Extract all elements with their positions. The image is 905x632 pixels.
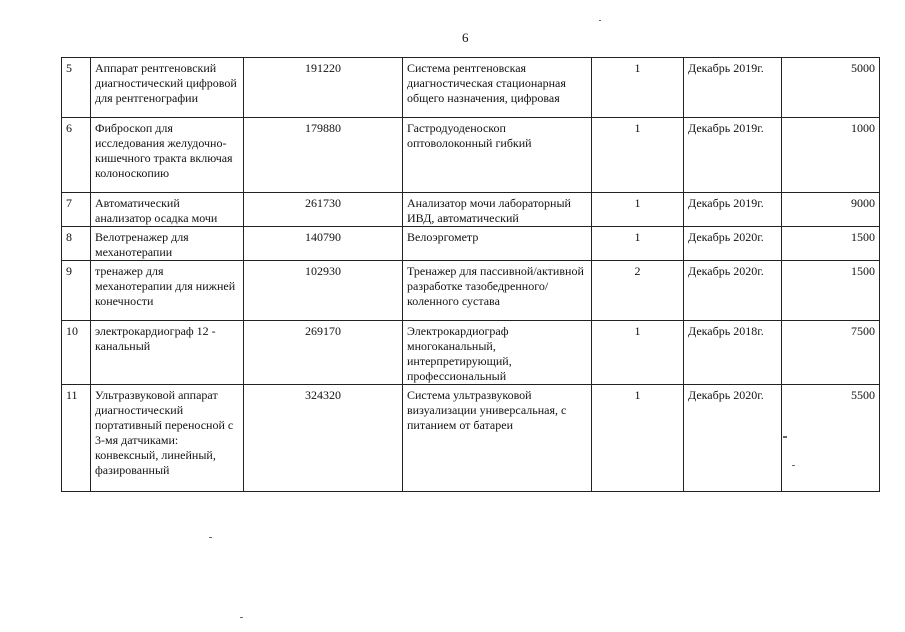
scan-speck xyxy=(792,465,795,466)
table-row xyxy=(62,58,880,118)
scan-speck xyxy=(599,20,601,21)
table-row xyxy=(62,227,880,261)
equipment-quantity: 1 xyxy=(592,385,684,492)
equipment-description: Анализатор мочи лабораторный ИВД, автоматический xyxy=(403,193,592,227)
equipment-description: Система ультразвуковой визуализации универсальная, с питанием от батареи xyxy=(403,385,592,492)
equipment-code: 191220 xyxy=(244,58,403,118)
equipment-code: 324320 xyxy=(244,385,403,492)
table-row xyxy=(62,261,880,321)
table-row xyxy=(62,321,880,385)
row-number: 7 xyxy=(62,193,91,227)
equipment-price: 9000 xyxy=(782,193,880,227)
equipment-name: тренажер для механотерапии для нижней конечности xyxy=(91,261,244,321)
equipment-price: 7500 xyxy=(782,321,880,385)
row-number: 6 xyxy=(62,118,91,193)
delivery-date: Декабрь 2019г. xyxy=(684,193,782,227)
equipment-description: Велоэргометр xyxy=(403,227,592,261)
table-row xyxy=(62,193,880,227)
equipment-quantity: 1 xyxy=(592,321,684,385)
equipment-quantity: 1 xyxy=(592,58,684,118)
equipment-quantity: 1 xyxy=(592,193,684,227)
scan-speck xyxy=(209,537,212,538)
delivery-date: Декабрь 2019г. xyxy=(684,118,782,193)
equipment-description: Электрокардиограф многоканальный, интерпретирующий, профессиональный xyxy=(403,321,592,385)
page-number: 6 xyxy=(462,30,469,45)
equipment-name: Фиброскоп для исследования желудочно-кишечного тракта включая колоноскопию xyxy=(91,118,244,193)
equipment-name: Велотренажер для механотерапии xyxy=(91,227,244,261)
equipment-quantity: 1 xyxy=(592,227,684,261)
equipment-name: Автоматический анализатор осадка мочи xyxy=(91,193,244,227)
equipment-price: 5000 xyxy=(782,58,880,118)
delivery-date: Декабрь 2019г. xyxy=(684,58,782,118)
equipment-price: 5500 xyxy=(782,385,880,492)
equipment-code: 261730 xyxy=(244,193,403,227)
row-number: 5 xyxy=(62,58,91,118)
scan-speck xyxy=(240,617,243,618)
delivery-date: Декабрь 2020г. xyxy=(684,227,782,261)
equipment-description: Тренажер для пассивной/активной разработке тазобедренного/коленного сустава xyxy=(403,261,592,321)
equipment-table xyxy=(61,57,880,492)
table-row xyxy=(62,385,880,492)
equipment-description: Система рентгеновская диагностическая стационарная общего назначения, цифровая xyxy=(403,58,592,118)
delivery-date: Декабрь 2020г. xyxy=(684,385,782,492)
equipment-name: Аппарат рентгеновский диагностический цифровой для рентгенографии xyxy=(91,58,244,118)
equipment-price: 1500 xyxy=(782,227,880,261)
equipment-code: 269170 xyxy=(244,321,403,385)
row-number: 10 xyxy=(62,321,91,385)
row-number: 8 xyxy=(62,227,91,261)
equipment-quantity: 1 xyxy=(592,118,684,193)
row-number: 9 xyxy=(62,261,91,321)
scan-speck xyxy=(783,436,787,438)
equipment-price: 1000 xyxy=(782,118,880,193)
equipment-code: 179880 xyxy=(244,118,403,193)
row-number: 11 xyxy=(62,385,91,492)
equipment-name: электрокардиограф 12 - канальный xyxy=(91,321,244,385)
equipment-quantity: 2 xyxy=(592,261,684,321)
equipment-description: Гастродуоденоскоп оптоволоконный гибкий xyxy=(403,118,592,193)
equipment-price: 1500 xyxy=(782,261,880,321)
delivery-date: Декабрь 2018г. xyxy=(684,321,782,385)
equipment-name: Ультразвуковой аппарат диагностический портативный переносной с 3-мя датчиками: конвексный, линейный, фазированный xyxy=(91,385,244,492)
delivery-date: Декабрь 2020г. xyxy=(684,261,782,321)
table-row xyxy=(62,118,880,193)
equipment-code: 140790 xyxy=(244,227,403,261)
equipment-code: 102930 xyxy=(244,261,403,321)
